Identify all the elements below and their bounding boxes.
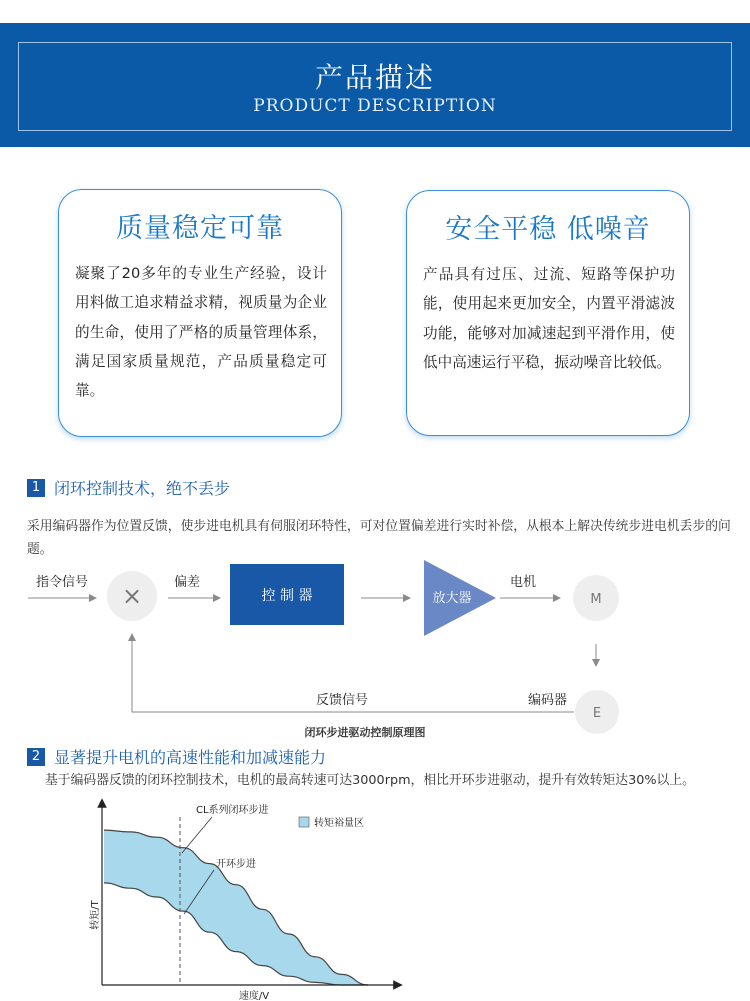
annotation-leader-closed-loop <box>182 817 212 853</box>
motor-node-label: M <box>590 592 602 607</box>
banner-subtitle: PRODUCT DESCRIPTION <box>253 96 497 116</box>
annotation-closed-loop: CL系列闭环步进 <box>196 805 269 816</box>
encoder-node-label: E <box>592 706 602 721</box>
torque-margin-area <box>104 830 368 985</box>
legend-swatch <box>299 817 309 827</box>
multiply-symbol: × <box>121 582 143 610</box>
annotation-open-loop: 开环步进 <box>216 859 256 870</box>
input-signal-label: 指令信号 <box>36 575 89 590</box>
motor-label: 电机 <box>510 575 537 590</box>
amplifier-label: 放大器 <box>432 591 472 606</box>
card-body: 产品具有过压、过流、短路等保护功能，使用起来更加安全，内置平滑滤波功能，能够对加减速起到平滑作用，使低中高速运行平稳，振动噪音比较低。 <box>423 266 675 371</box>
error-label: 偏差 <box>174 575 201 590</box>
encoder-label: 编码器 <box>528 693 568 708</box>
card-body: 凝聚了20多年的专业生产经验，设计用料做工追求精益求精，视质量为企业的生命，使用了严格的质量管理体系，满足国家质量规范，产品质量稳定可靠。 <box>75 265 327 400</box>
closed-loop-diagram <box>0 560 750 740</box>
banner-title: 产品描述 <box>314 61 435 94</box>
feature-card-quality <box>58 189 342 437</box>
section-title: 显著提升电机的高速性能和加减速能力 <box>54 748 327 767</box>
section-title: 闭环控制技术，绝不丢步 <box>54 479 231 498</box>
section-number: 2 <box>27 748 45 766</box>
section-1-heading <box>27 476 230 499</box>
section-2-description: 基于编码器反馈的闭环控制技术，电机的最高转速可达3000rpm，相比开环步进驱动，提升有效转矩达30%以上。 <box>45 773 695 788</box>
y-axis-label: 转矩/T <box>90 900 101 930</box>
section-1-description: 采用编码器作为位置反馈，使步进电机具有伺服闭环特性，可对位置偏差进行实时补偿，从根本上解决传统步进电机丢步的问题。 <box>27 519 731 557</box>
legend-label: 转矩裕量区 <box>314 818 364 829</box>
section-2-heading <box>27 745 326 768</box>
x-axis-label: 速度/V <box>238 991 270 1001</box>
card-title: 质量稳定可靠 <box>116 213 284 244</box>
diagram-caption: 闭环步进驱动控制原理图 <box>304 726 426 739</box>
card-title: 安全平稳 低噪音 <box>445 214 651 245</box>
torque-speed-chart <box>0 795 750 1001</box>
header-banner <box>0 23 750 147</box>
feature-card-safety <box>406 190 690 436</box>
section-number: 1 <box>27 479 45 497</box>
controller-label: 控 制 器 <box>261 588 313 604</box>
feedback-label: 反馈信号 <box>316 693 369 708</box>
